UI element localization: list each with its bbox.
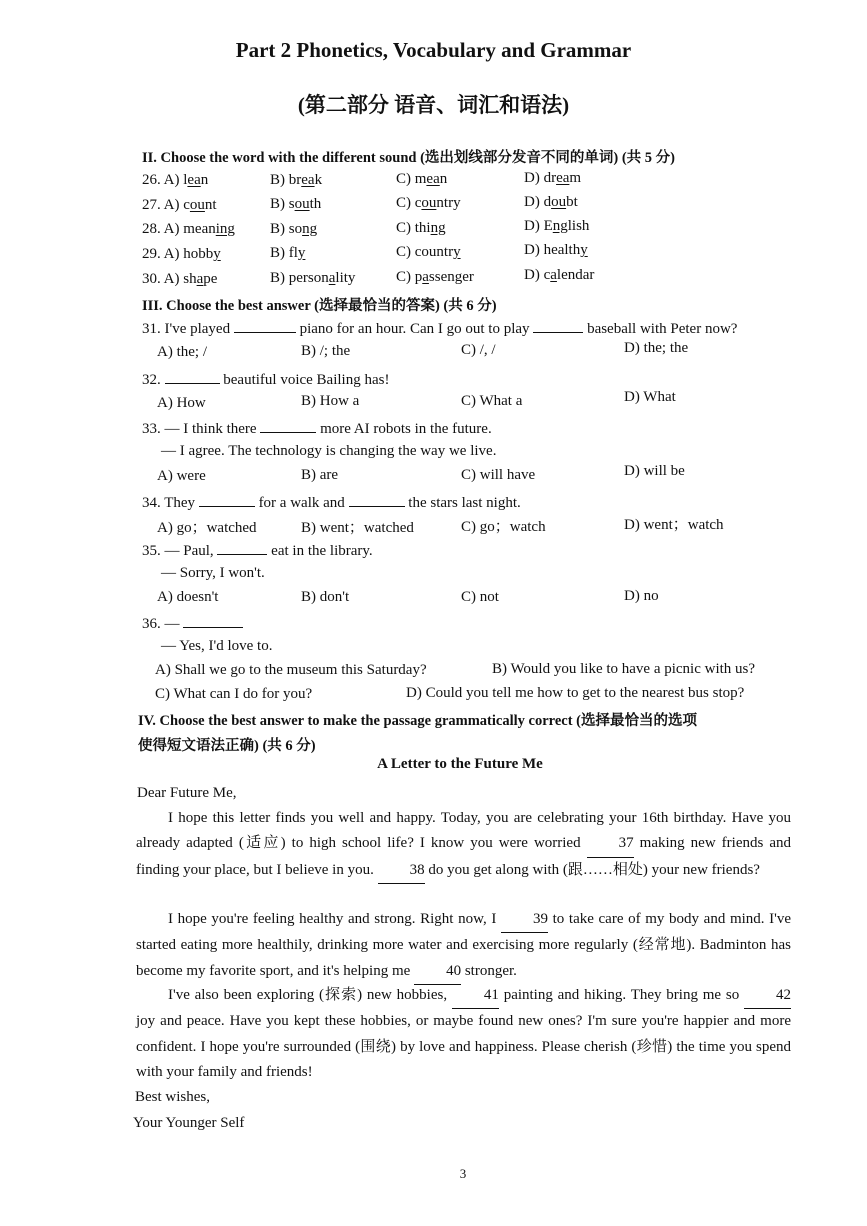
q35-option-c: C) not xyxy=(461,589,499,605)
answer-blank xyxy=(217,540,267,555)
q27-option-b: B) south xyxy=(270,196,322,212)
section-3-heading: III. Choose the best answer (选择最恰当的答案) (共 6 分) xyxy=(142,298,497,314)
blank-39: 39 xyxy=(501,907,548,933)
question-28: 28. A) meaning xyxy=(142,221,235,237)
letter-closing: Best wishes, xyxy=(135,1089,210,1105)
q36-option-b: B) Would you like to have a picnic with us? xyxy=(492,661,756,677)
q28-option-c: C) thing xyxy=(396,220,446,236)
q31-option-c: C) /, / xyxy=(461,342,496,358)
blank-40: 40 xyxy=(414,959,461,985)
q33-option-d: D) will be xyxy=(624,463,685,479)
section-4-heading: IV. Choose the best answer to make the passage grammatically correct (选择最恰当的选项 xyxy=(138,713,697,729)
letter-signature: Your Younger Self xyxy=(133,1115,245,1131)
question-29: 29. A) hobby xyxy=(142,246,221,262)
letter-title: A Letter to the Future Me xyxy=(377,756,543,772)
page-number: 3 xyxy=(459,1166,467,1181)
question-36: 36. — xyxy=(142,613,243,633)
q26-option-d: D) dream xyxy=(524,170,582,186)
letter-paragraph-1: I hope this letter finds you well and happy. Today, you are celebrating your 16th birthday. Have you already adapted (适应) to high school life? I know you were worried 37 making new friends and finding your place, but I believe in you. 38 do you get along with (跟……相处) your new friends? xyxy=(136,806,791,884)
q30-option-d: D) calendar xyxy=(524,267,595,283)
question-30: 30. A) shape xyxy=(142,271,218,287)
section-2-heading: II. Choose the word with the different sound (选出划线部分发音不同的单词) (共 5 分) xyxy=(142,150,676,166)
q32-option-c: C) What a xyxy=(461,393,523,409)
q32-option-b: B) How a xyxy=(301,393,360,409)
letter-paragraph-3: I've also been exploring (探索) new hobbies, 41 painting and hiking. They bring me so 42 joy and peace. Have you kept these hobbies, or maybe found new ones? I'm sure you're happier and more confident. I hope you're surrounded (围绕) by love and happiness. Please cherish (珍惜) the time you spend with your family and friends! xyxy=(136,983,791,1086)
q35-option-a: A) doesn't xyxy=(157,589,219,605)
q32-option-d: D) What xyxy=(624,389,676,405)
blank-37: 37 xyxy=(587,831,634,857)
letter-greeting: Dear Future Me, xyxy=(137,785,237,801)
q34-option-b: B) went；watched xyxy=(301,520,414,536)
q30-option-c: C) passenger xyxy=(396,269,474,285)
q29-option-d: D) healthy xyxy=(524,242,588,258)
q36-option-d: D) Could you tell me how to get to the nearest bus stop? xyxy=(406,685,745,701)
question-34: 34. They for a walk and the stars last night. xyxy=(142,492,521,512)
q33-option-c: C) will have xyxy=(461,467,536,483)
q34-option-a: A) go；watched xyxy=(157,520,257,536)
q34-option-d: D) went；watch xyxy=(624,517,724,533)
blank-41: 41 xyxy=(452,983,499,1009)
q27-option-c: C) country xyxy=(396,195,461,211)
q27-option-d: D) doubt xyxy=(524,194,578,210)
q29-option-c: C) country xyxy=(396,244,461,260)
question-27: 27. A) count xyxy=(142,197,217,213)
question-33: 33. — I think there more AI robots in the future. xyxy=(142,418,492,438)
answer-blank xyxy=(165,369,220,384)
q33-option-a: A) were xyxy=(157,468,206,484)
page-subtitle: (第二部分 语音、词汇和语法) xyxy=(297,93,570,117)
answer-blank xyxy=(533,318,583,333)
q31-option-b: B) /; the xyxy=(301,343,351,359)
page-title: Part 2 Phonetics, Vocabulary and Grammar xyxy=(235,38,632,62)
section-4-heading-cont: 使得短文语法正确) (共 6 分) xyxy=(138,738,316,754)
q26-option-c: C) mean xyxy=(396,171,448,187)
q30-option-b: B) personality xyxy=(270,270,356,286)
q28-option-d: D) English xyxy=(524,218,590,234)
q31-option-a: A) the; / xyxy=(157,344,207,360)
answer-blank xyxy=(183,613,243,628)
answer-blank xyxy=(199,492,255,507)
q32-option-a: A) How xyxy=(157,395,206,411)
q28-option-b: B) song xyxy=(270,221,318,237)
blank-38: 38 xyxy=(378,858,425,884)
answer-blank xyxy=(260,418,316,433)
q33-reply: — I agree. The technology is changing the way we live. xyxy=(161,443,497,459)
q35-option-b: B) don't xyxy=(301,589,350,605)
q36-option-c: C) What can I do for you? xyxy=(155,686,313,702)
q36-option-a: A) Shall we go to the museum this Saturday? xyxy=(155,662,427,678)
answer-blank xyxy=(349,492,405,507)
letter-paragraph-2: I hope you're feeling healthy and strong. Right now, I 39 to take care of my body and mind. I've started eating more healthily, drinking more water and exercising more regularly (经常地). Badminton has become my favorite sport, and it's helping me 40 stronger. xyxy=(136,907,791,985)
question-26: 26. A) lean xyxy=(142,172,209,188)
q34-option-c: C) go；watch xyxy=(461,519,546,535)
question-32: 32. beautiful voice Bailing has! xyxy=(142,369,389,389)
q35-reply: — Sorry, I won't. xyxy=(161,565,265,581)
q31-option-d: D) the; the xyxy=(624,340,689,356)
q36-reply: — Yes, I'd love to. xyxy=(161,638,273,654)
question-35: 35. — Paul, eat in the library. xyxy=(142,540,373,560)
question-31: 31. I've played piano for an hour. Can I go out to play baseball with Peter now? xyxy=(142,318,737,338)
answer-blank xyxy=(234,318,296,333)
blank-42: 42 xyxy=(744,983,791,1009)
q33-option-b: B) are xyxy=(301,467,339,483)
q26-option-b: B) break xyxy=(270,172,323,188)
q29-option-b: B) fly xyxy=(270,245,306,261)
q35-option-d: D) no xyxy=(624,588,659,604)
